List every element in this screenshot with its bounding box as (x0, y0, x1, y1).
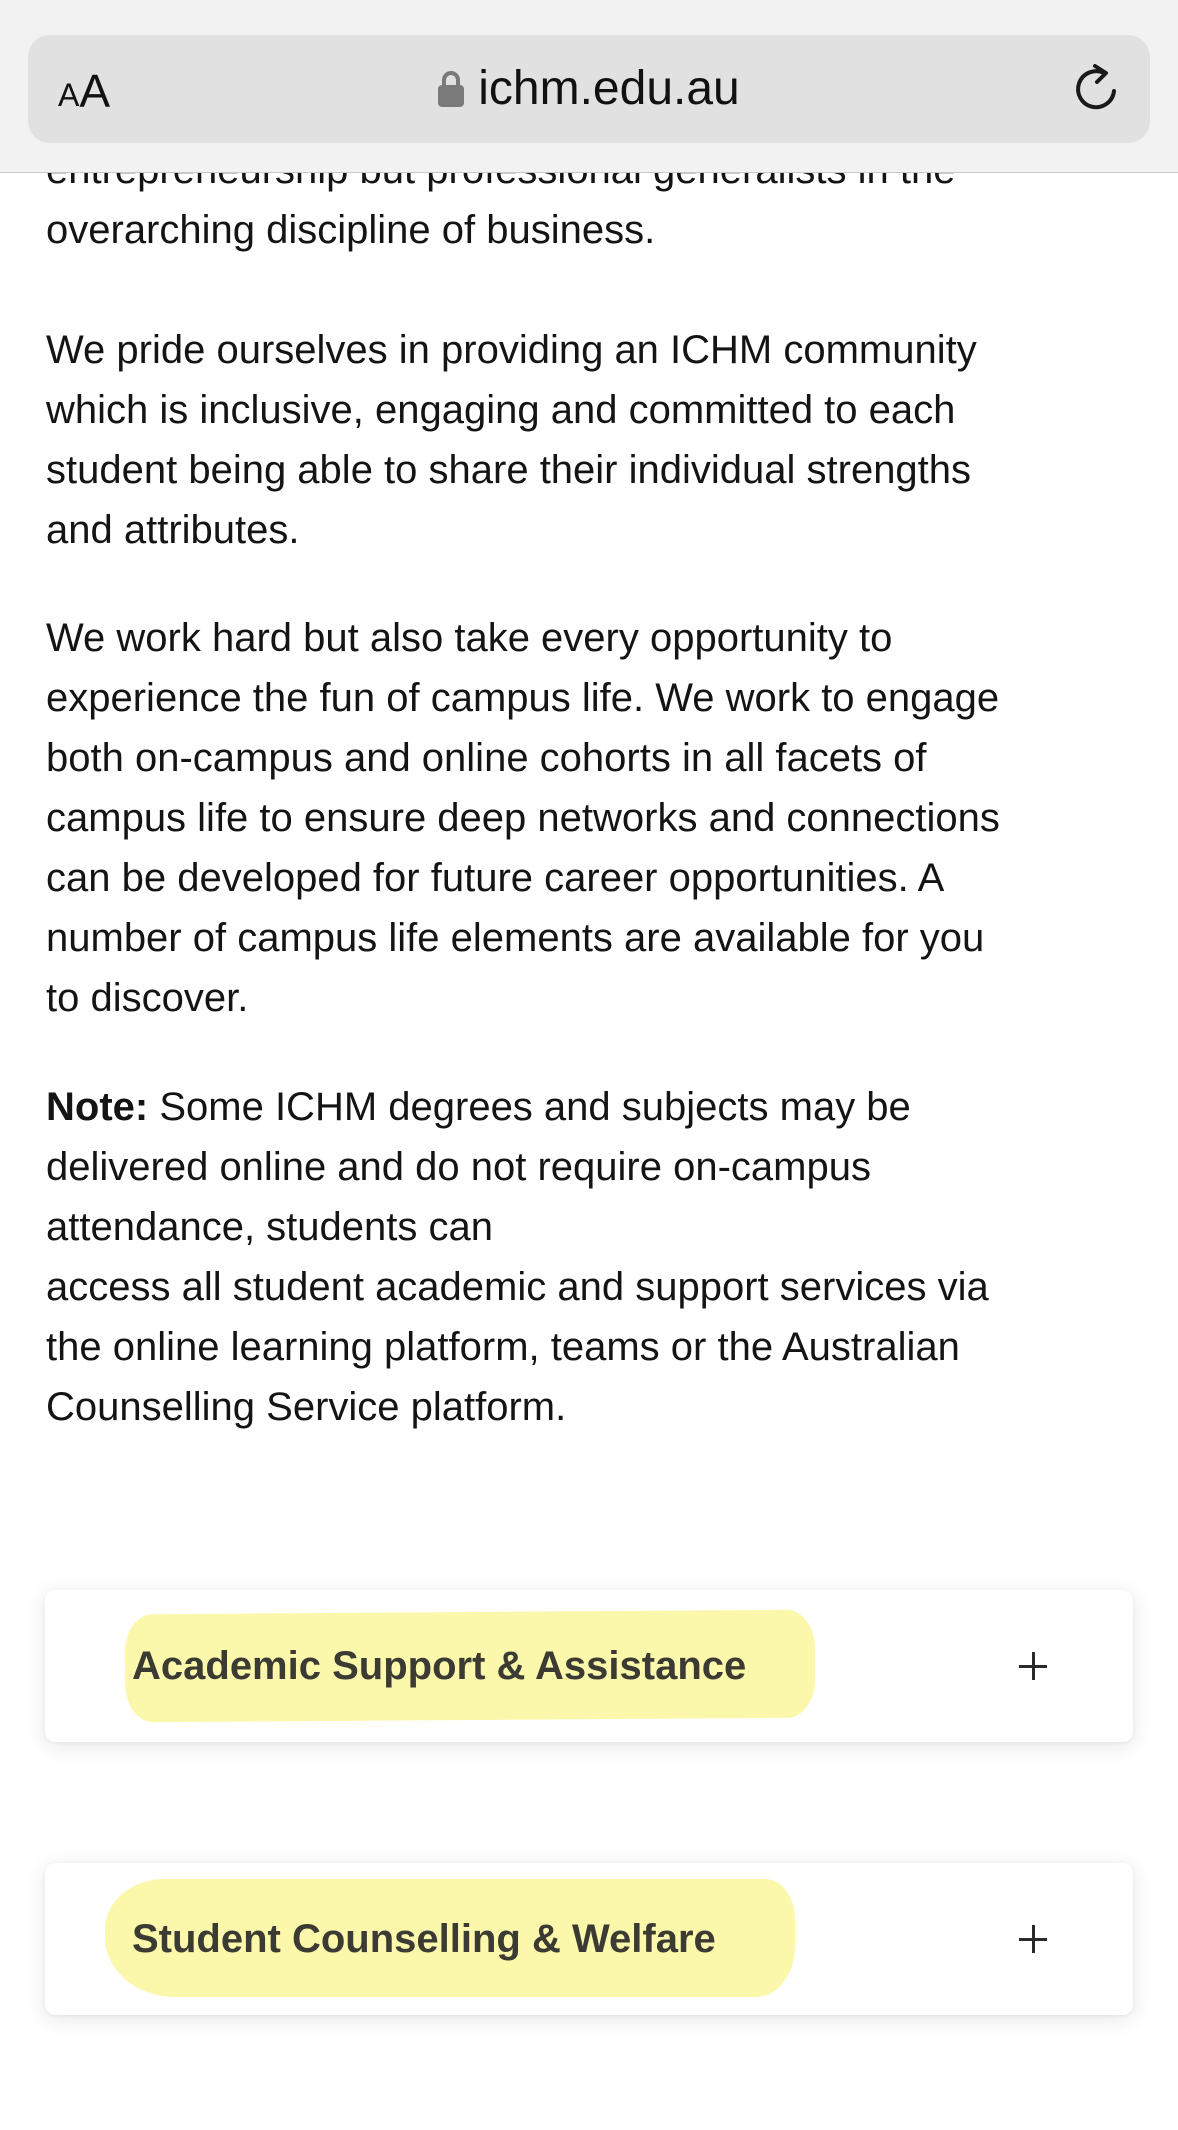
paragraph-line: experience the fun of campus life. We work to engage (46, 676, 1000, 720)
lock-icon (438, 71, 464, 107)
address-bar[interactable] (28, 35, 1150, 143)
plus-icon (1019, 1925, 1047, 1953)
paragraph-line: both on-campus and online cohorts in all facets of (46, 736, 927, 780)
text-size-small-glyph: A (58, 77, 80, 113)
paragraph-line: which is inclusive, engaging and committed to each (46, 388, 956, 432)
paragraph-line: to discover. (46, 976, 249, 1020)
paragraph-line: overarching discipline of business. (46, 208, 656, 252)
accordion-title: Student Counselling & Welfare (132, 1917, 716, 1961)
accordion-academic-support[interactable] (45, 1590, 1133, 1742)
community-paragraph (46, 320, 1126, 560)
note-label: Note: (46, 1085, 149, 1129)
accordion-student-counselling[interactable] (45, 1863, 1133, 2015)
expand-toggle[interactable] (1003, 1636, 1063, 1696)
note-paragraph (46, 1077, 1126, 1437)
paragraph-line: student being able to share their individual strengths (46, 448, 972, 492)
paragraph-line: delivered online and do not require on-campus (46, 1145, 871, 1189)
domain-display[interactable] (28, 57, 1150, 121)
paragraph-line: Counselling Service platform. (46, 1385, 567, 1429)
text-size-big-glyph: A (79, 65, 111, 117)
note-text: Some ICHM degrees and subjects may be (148, 1085, 911, 1129)
paragraph-line: We work hard but also take every opportunity to (46, 616, 893, 660)
paragraph-line: the online learning platform, teams or the Australian (46, 1325, 960, 1369)
campus-life-paragraph (46, 608, 1126, 1028)
paragraph-line: access all student academic and support services via (46, 1265, 989, 1309)
plus-icon (1019, 1652, 1047, 1680)
paragraph-line (46, 1077, 1126, 1137)
reload-icon[interactable] (1068, 61, 1124, 117)
accordion-title: Academic Support & Assistance (132, 1644, 747, 1688)
paragraph-line: attendance, students can (46, 1205, 493, 1249)
paragraph-line: and attributes. (46, 508, 300, 552)
paragraph-line: campus life to ensure deep networks and connections (46, 796, 1000, 840)
domain-text: ichm.edu.au (478, 62, 740, 115)
expand-toggle[interactable] (1003, 1909, 1063, 1969)
browser-toolbar (0, 0, 1178, 173)
paragraph-line: number of campus life elements are available for you (46, 916, 985, 960)
paragraph-line: We pride ourselves in providing an ICHM community (46, 328, 977, 372)
paragraph-line: can be developed for future career opportunities. A (46, 856, 945, 900)
